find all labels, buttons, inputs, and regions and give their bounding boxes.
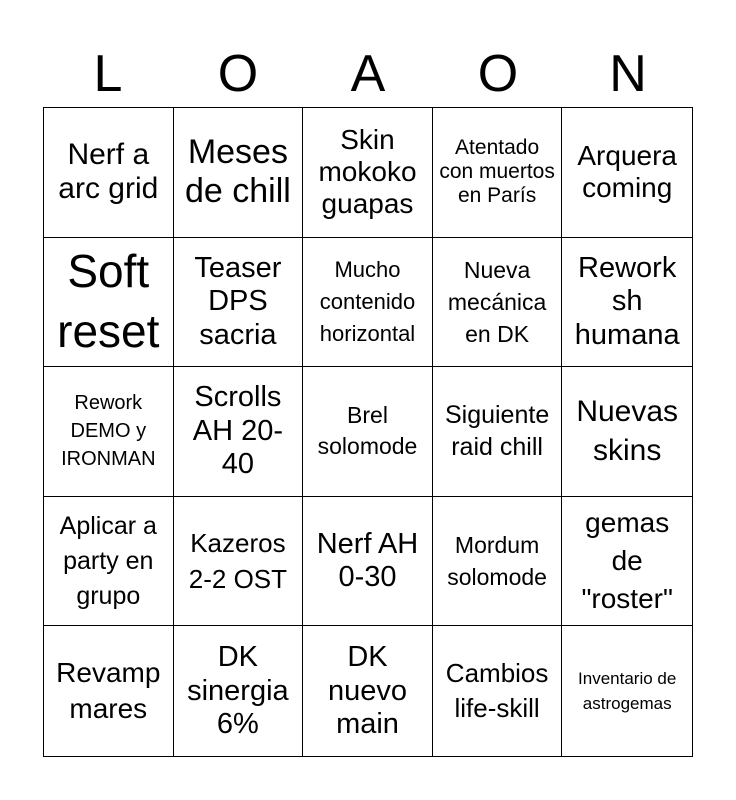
- bingo-cell[interactable]: [562, 497, 692, 627]
- bingo-cell[interactable]: [303, 238, 433, 368]
- header-letter-o: O: [217, 45, 259, 103]
- bingo-cell[interactable]: [174, 497, 304, 627]
- cell-text: Mordum solomode: [447, 531, 547, 591]
- bingo-cell[interactable]: [303, 108, 433, 238]
- bingo-cell[interactable]: [433, 367, 563, 497]
- bingo-cell[interactable]: [174, 626, 304, 756]
- cell-text: Soft reset: [57, 245, 160, 357]
- cell-text: DK sinergia 6%: [187, 641, 289, 740]
- cell-text: Nueva mecánica en DK: [447, 256, 547, 347]
- bingo-cell[interactable]: [562, 108, 692, 238]
- cell-text: Nuevas skins: [576, 395, 679, 468]
- bingo-cell[interactable]: [562, 238, 692, 368]
- bingo-cell[interactable]: [174, 238, 304, 368]
- cell-text: Nerf AH 0-30: [316, 527, 419, 594]
- header-letter-n: N: [609, 45, 647, 103]
- bingo-cell[interactable]: [174, 108, 304, 238]
- cell-text: Skin mokoko guapas: [318, 124, 417, 220]
- cell-text: Cambios life-skill: [445, 658, 549, 724]
- bingo-cell[interactable]: [433, 238, 563, 368]
- cell-text: Atentado con muertos en París: [439, 136, 555, 208]
- cell-text: Mucho contenido horizontal: [319, 257, 416, 346]
- cell-text: Revamp mares: [56, 656, 161, 725]
- cell-text: Arquera coming: [577, 140, 677, 204]
- header-letter-o2: O: [477, 45, 519, 103]
- cell-text: gemas de "roster": [581, 507, 673, 614]
- cell-text: Nerf a arc grid: [58, 137, 159, 206]
- bingo-cell[interactable]: [433, 108, 563, 238]
- cell-text: Meses de chill: [184, 133, 291, 211]
- bingo-cell[interactable]: [44, 626, 174, 756]
- cell-text: Aplicar a party en grupo: [59, 511, 157, 610]
- cell-text: Kazeros 2-2 OST: [188, 527, 288, 595]
- header-letter-a: A: [350, 45, 386, 103]
- bingo-cell[interactable]: [433, 497, 563, 627]
- header-letter-l: L: [93, 45, 123, 103]
- cell-text: Teaser DPS sacria: [194, 251, 282, 351]
- bingo-cell[interactable]: [433, 626, 563, 756]
- cell-text: Siguiente raid chill: [444, 400, 550, 462]
- bingo-cell[interactable]: [303, 626, 433, 756]
- bingo-cell[interactable]: [562, 626, 692, 756]
- cell-text: Inventario de astrogemas: [578, 668, 677, 714]
- bingo-cell[interactable]: [303, 497, 433, 627]
- bingo-cell[interactable]: [303, 367, 433, 497]
- cell-text: Rework DEMO y IRONMAN: [61, 392, 156, 471]
- bingo-cell[interactable]: [44, 238, 174, 368]
- bingo-header: [43, 40, 693, 108]
- bingo-cell[interactable]: [174, 367, 304, 497]
- cell-text: Brel solomode: [317, 402, 418, 460]
- bingo-cell[interactable]: [562, 367, 692, 497]
- cell-text: Rework sh humana: [574, 251, 680, 351]
- cell-text: DK nuevo main: [327, 641, 407, 740]
- cell-text: Scrolls AH 20-40: [192, 381, 284, 481]
- bingo-cell[interactable]: [44, 108, 174, 238]
- bingo-board: [43, 107, 693, 757]
- bingo-cell[interactable]: [44, 367, 174, 497]
- bingo-cell[interactable]: [44, 497, 174, 627]
